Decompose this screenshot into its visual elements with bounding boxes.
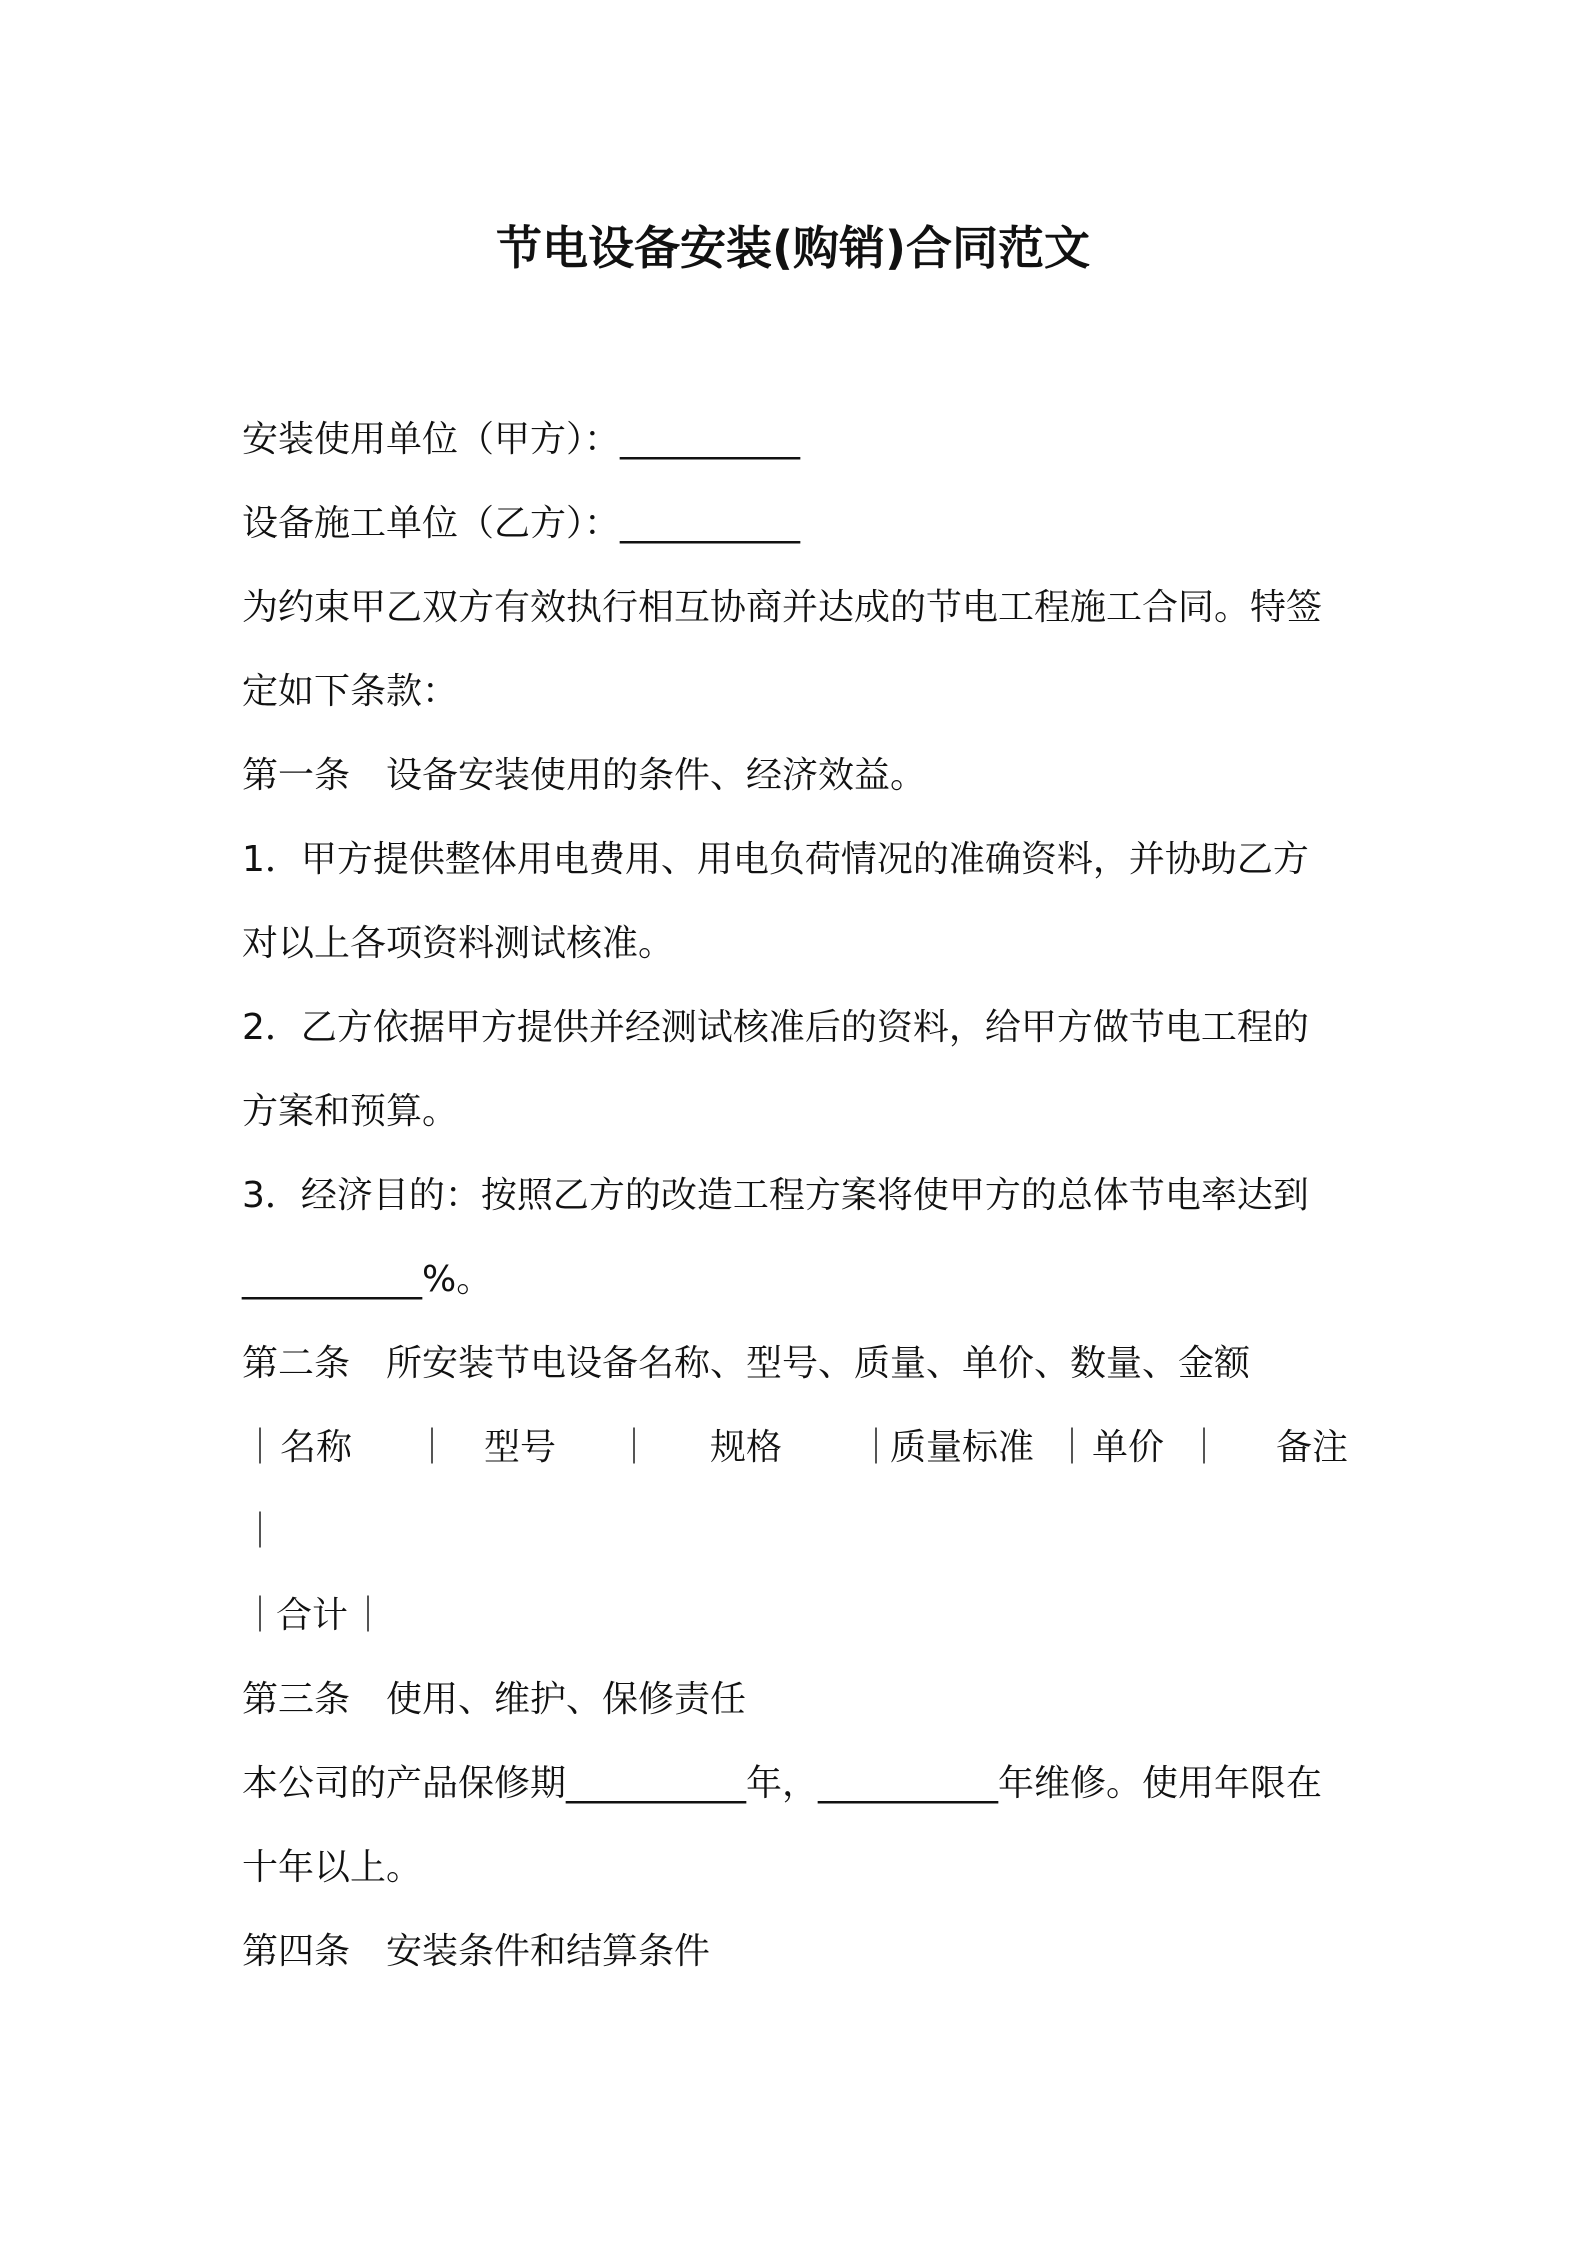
intro-line-1: 为约束甲乙双方有效执行相互协商并达成的节电工程施工合同。特签 [242,587,1323,628]
article-3-text-line-2: 十年以上。 [242,1847,423,1888]
article-3-text-line-1: 本公司的产品保修期__________年，__________年维修。使用年限在 [242,1763,1323,1804]
party-a-line: 安装使用单位（甲方）：__________ [242,419,801,460]
table-divider: ｜ [242,1595,279,1636]
article-3-heading: 第三条 使用、维护、保修责任 [242,1679,747,1720]
article-1-item-2-line-1: 2．乙方依据甲方提供并经测试核准后的资料，给甲方做节电工程的 [242,1007,1309,1048]
table-divider: ｜ [350,1595,387,1636]
article-1-item-3-line-2: __________%。 [242,1259,493,1300]
document-title: 节电设备安装(购销)合同范文 [495,221,1091,275]
table-divider: ｜ [1186,1427,1223,1468]
document-body [242,398,1362,1994]
equipment-table-wrap-row [242,1490,1362,1574]
table-header-unit-price: 单价 [1092,1427,1165,1468]
table-divider: ｜ [1054,1427,1091,1468]
table-divider: ｜ [242,1511,279,1552]
equipment-table-header-row [242,1406,1362,1490]
table-header-spec: 规格 [710,1427,783,1468]
table-header-name: 名称 [280,1427,353,1468]
intro-line-2: 定如下条款： [242,671,459,712]
equipment-table-total-row [242,1574,1362,1658]
article-1-heading: 第一条 设备安装使用的条件、经济效益。 [242,755,927,796]
table-divider: ｜ [858,1427,895,1468]
article-1-item-3-line-1: 3．经济目的：按照乙方的改造工程方案将使甲方的总体节电率达到 [242,1175,1309,1216]
table-header-remarks: 备注 [1276,1427,1349,1468]
article-1-item-1-line-2: 对以上各项资料测试核准。 [242,923,675,964]
table-total-label: 合计 [276,1595,349,1636]
table-divider: ｜ [242,1427,279,1468]
table-header-quality-standard: 质量标准 [890,1427,1035,1468]
table-divider: ｜ [616,1427,653,1468]
table-header-model: 型号 [484,1427,557,1468]
article-2-heading: 第二条 所安装节电设备名称、型号、质量、单价、数量、金额 [242,1343,1251,1384]
party-b-line: 设备施工单位（乙方）：__________ [242,503,801,544]
article-1-item-2-line-2: 方案和预算。 [242,1091,459,1132]
article-1-item-1-line-1: 1．甲方提供整体用电费用、用电负荷情况的准确资料，并协助乙方 [242,839,1309,880]
article-4-heading: 第四条 安装条件和结算条件 [242,1931,711,1972]
table-divider: ｜ [414,1427,451,1468]
